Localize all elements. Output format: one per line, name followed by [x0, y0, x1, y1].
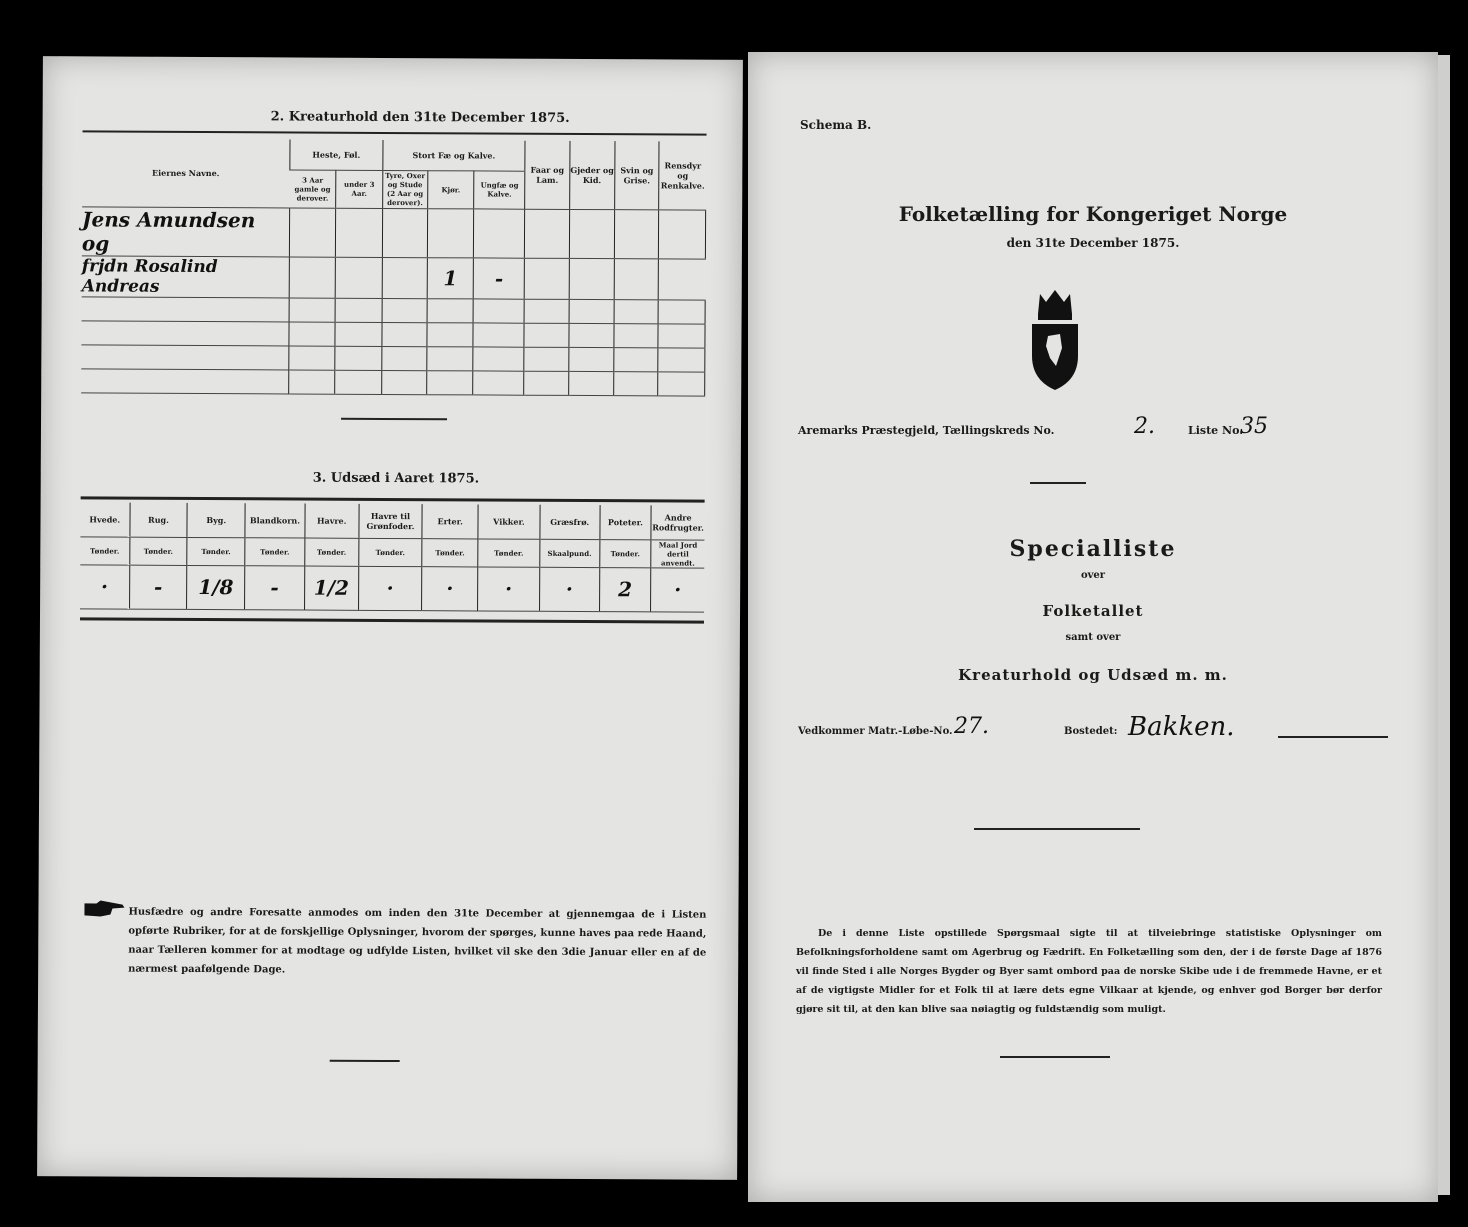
crop-value: · [358, 566, 422, 610]
district-number: 2. [1134, 414, 1155, 439]
header-cattle: Stort Fæ og Kalve. [383, 140, 525, 171]
end-rule [330, 1060, 400, 1062]
crop-header: Vikker. [478, 504, 540, 538]
crop-value: - [245, 565, 305, 609]
section2-title: 2. Kreaturhold den 31te December 1875. [270, 109, 570, 126]
matr-label: Vedkommer Matr.-Løbe-No. [798, 726, 953, 737]
header-pigs: Svin og Grise. [614, 141, 659, 209]
crop-unit: Tønder. [245, 537, 305, 565]
livestock-table [81, 138, 706, 396]
crop-header: Erter. [422, 504, 478, 538]
separator-rule [1030, 482, 1086, 484]
schema-label: Schema B. [800, 118, 872, 132]
right-page [748, 52, 1438, 1202]
crop-header: Byg. [187, 503, 245, 537]
crop-unit: Tønder. [422, 538, 478, 566]
info-paragraph: De i denne Liste opstillede Spørgsmaal sigte til at tilveiebringe statistiske Oplysninger om Befolkningsforholdene samt om Agerbrug og Fædrift. En Folketælling som den, der i de første Dage af 1876 vil finde Sted i alle Norges Bygder og Byer samt ombord paa de norske Skibe ude i de fremmede Havne, er et af de vigtigste Midler for et Folk til at lære dets egne Vilkaar at kjende, og enhver god Borger bør derfor gjøre sit til, at den kan blive saa nøiagtig og fuldstændig som muligt. [796, 928, 1382, 1015]
owner-name-1: Jens Amundsen og [81, 206, 256, 256]
header-sheep: Faar og Lam. [525, 141, 570, 209]
population-title: Folketallet [1042, 602, 1144, 620]
crop-header: Poteter. [600, 505, 652, 539]
crop-unit: Skaalpund. [540, 539, 600, 567]
over-text: over [1080, 570, 1106, 581]
header-reindeer: Rensdyr og Renkalve. [659, 141, 706, 209]
crop-unit: Tønder. [129, 537, 187, 565]
header-horses-young: under 3 Aar. [336, 170, 383, 208]
crop-unit: Tønder. [305, 538, 359, 566]
residence-rule [1278, 736, 1388, 738]
main-subtitle: den 31te December 1875. [1006, 236, 1180, 250]
young-cattle-value: - [494, 266, 504, 291]
residence-value: Bakken. [1128, 712, 1235, 742]
special-list-title: Specialliste [1009, 536, 1177, 562]
cows-value: 1 [443, 265, 458, 290]
residence-label: Bostedet: [1064, 726, 1118, 737]
header-owner-names: Eiernes Navne. [82, 138, 290, 207]
crop-unit: Maal Jord dertil anvendt. [651, 539, 704, 567]
crop-header: Havre. [305, 504, 359, 538]
crop-value: 1/8 [187, 565, 245, 609]
section3-title: 3. Udsæd i Aaret 1875. [312, 470, 480, 487]
crop-header: Blandkorn. [245, 503, 305, 537]
crop-value: · [80, 564, 129, 608]
also-over-text: samt over [1065, 632, 1121, 643]
crop-unit: Tønder. [187, 537, 245, 565]
matr-number: 27. [954, 714, 989, 739]
divider [80, 617, 704, 623]
divider [83, 130, 707, 135]
header-cows: Kjør. [427, 170, 474, 208]
owner-name-2: frjdn Rosalind Andreas [81, 255, 218, 297]
crop-header: Andre Rodfrugter. [651, 505, 704, 539]
crop-header: Rug. [130, 503, 188, 537]
crop-value: 2 [599, 567, 651, 611]
crop-header: Græsfrø. [540, 505, 600, 539]
left-page [37, 56, 743, 1180]
crop-header: Havre til Grønfoder. [358, 504, 422, 538]
crop-header: Hvede. [80, 502, 129, 536]
list-number: 35 [1240, 414, 1268, 439]
footnote: Husfædre og andre Foresatte anmodes om inden den 31te December at gjennemgaa de i Listen opførte Rubriker, for at de forskjellige Oplysninger, hvorom der spørges, kunne haves paa rede Haand, naar Tælleren kommer for at modtage og udfylde Listen, hvilket vil ske den 3die Januar eller en af de nærmest paafølgende Dage. [128, 906, 707, 976]
crop-value: · [651, 567, 704, 611]
crop-value: · [478, 566, 540, 610]
crop-value: · [422, 566, 478, 610]
crop-unit: Tønder. [358, 538, 422, 566]
pointing-hand-icon [82, 899, 126, 919]
header-bulls: Tyre, Oxer og Stude (2 Aar og derover). [383, 170, 428, 208]
crop-unit: Tønder. [478, 538, 540, 566]
main-title: Folketælling for Kongeriget Norge [898, 202, 1288, 226]
header-horses: Heste, Føl. [290, 139, 383, 169]
header-goats: Gjeder og Kid. [569, 141, 614, 209]
norway-coat-of-arms-icon [1026, 288, 1084, 392]
owner-row [82, 255, 290, 297]
crop-value: - [129, 565, 187, 609]
header-young-cattle: Ungfæ og Kalve. [474, 170, 525, 208]
header-horses-old: 3 Aar gamle og derover. [290, 169, 337, 207]
crop-value: · [539, 567, 599, 611]
end-rule [1000, 1056, 1110, 1058]
crop-unit: Tønder. [599, 539, 651, 567]
crop-unit: Tønder. [80, 536, 129, 564]
separator-rule [974, 828, 1140, 830]
crop-value: 1/2 [304, 566, 358, 610]
owner-row [82, 206, 290, 256]
list-label: Liste No. [1188, 424, 1244, 437]
crop-table [80, 502, 705, 612]
parish-label: Aremarks Præstegjeld, Tællingskreds No. [798, 424, 1055, 437]
livestock-title: Kreaturhold og Udsæd m. m. [958, 666, 1228, 684]
divider [81, 496, 705, 502]
separator-rule [341, 418, 447, 421]
